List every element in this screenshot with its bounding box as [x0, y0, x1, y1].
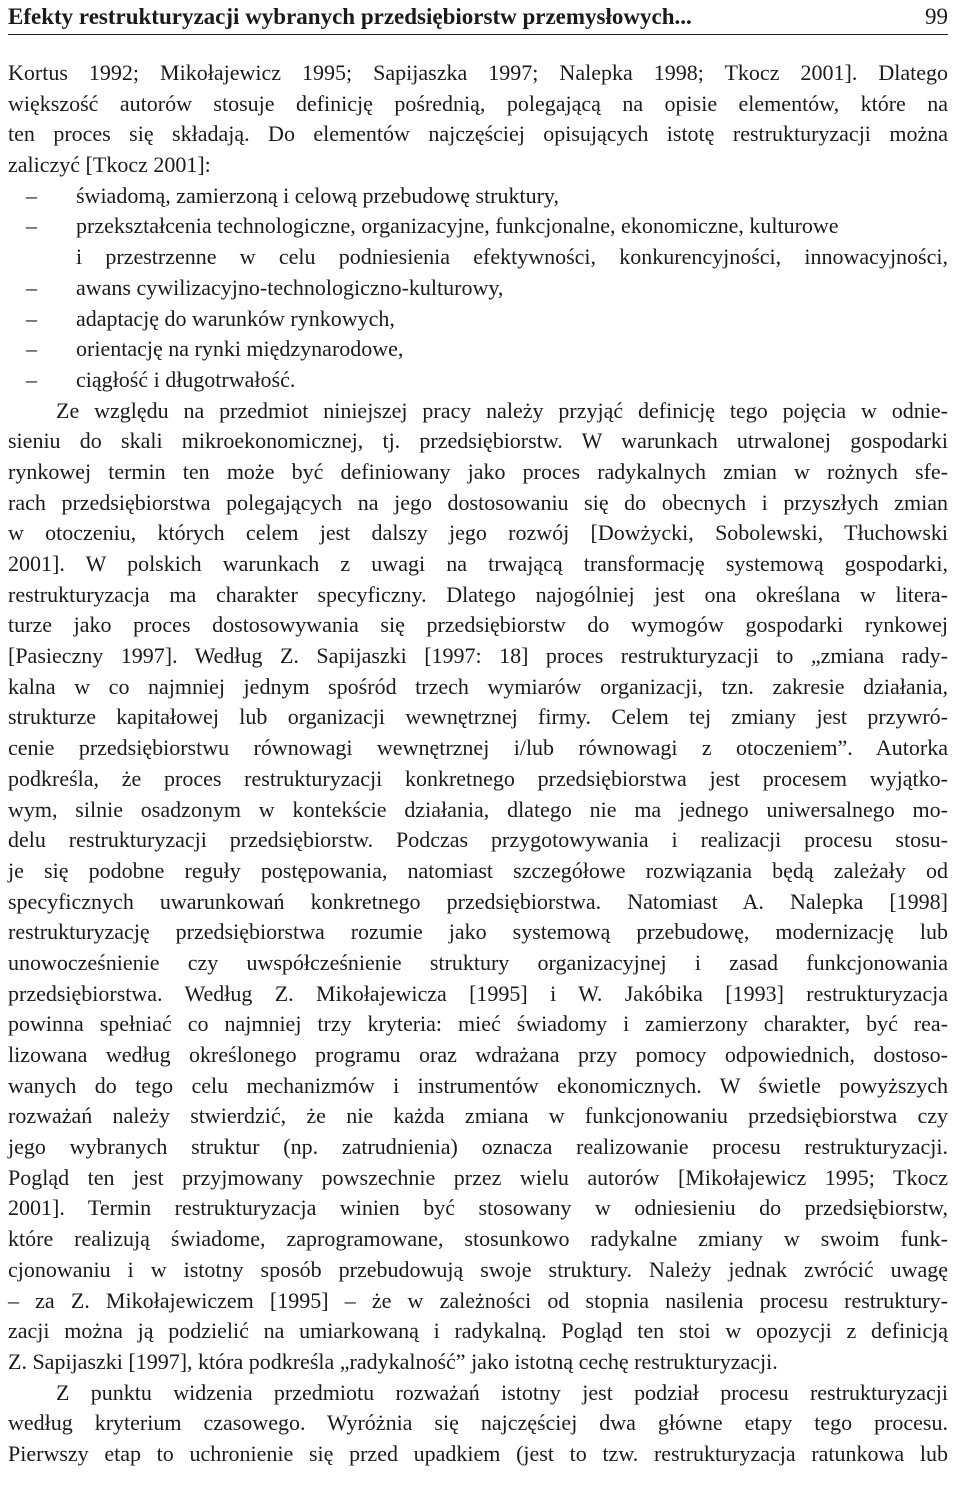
line-text: w otoczeniu, których celem jest dalszy jego rozwój [Dowżycki, Sobolewski, Tłuchowski — [8, 520, 948, 546]
line-text: je się podobne reguły postępowania, natomiast szczegółowe rozwiązania będą zależały od — [8, 857, 948, 883]
line-text: delu restrukturyzacji przedsiębiorstw. Podczas przygotowywania i realizacji procesu stosu- — [8, 827, 948, 853]
line-text: 2001]. W polskich warunkach z uwagi na trwającą transformację systemową gospodarki, — [8, 551, 948, 576]
line-text: adaptację do warunków rynkowych, — [76, 305, 395, 331]
paragraph-first-line — [8, 396, 948, 427]
list-item — [8, 273, 948, 304]
list-dash: – — [26, 336, 37, 362]
text-line — [8, 1101, 948, 1132]
line-text: większość autorów stosuje definicję pośrednią, polegającą na opisie elementów, które na — [8, 90, 948, 116]
line-text: wym, silnie osadzonym w kontekście działania, dlatego nie ma jednego uniwersalnego mo- — [8, 796, 948, 822]
text-line — [8, 1009, 948, 1040]
text-line — [8, 119, 948, 150]
line-text: jego wybranych struktur (np. zatrudnienia) oznacza realizowanie procesu restrukturyzacji. — [8, 1134, 948, 1160]
list-item — [8, 304, 948, 335]
line-text: strukturze kapitałowej lub organizacji wewnętrznej firmy. Celem tej zmiany jest przywró- — [8, 704, 948, 730]
line-text: sieniu do skali mikroekonomicznej, tj. przedsiębiorstw. W warunkach utrwalonej gospodarki — [8, 428, 948, 454]
line-text: Z. Sapijaszki [1997], która podkreśla „radykalność” jako istotną cechę restrukturyzacji. — [8, 1348, 778, 1374]
text-line — [8, 610, 948, 641]
line-text: restrukturyzację przedsiębiorstwa rozumie jako systemową przebudowę, modernizację lub — [8, 919, 948, 945]
text-line — [8, 917, 948, 948]
line-text: powinna spełniać co najmniej trzy kryteria: mieć świadomy i zamierzony charakter, być rea- — [8, 1011, 948, 1037]
text-line — [8, 1255, 948, 1286]
line-text: rozważań należy stwierdzić, że nie każda zmiana w funkcjonowaniu przedsiębiorstwa czy — [8, 1103, 948, 1129]
line-text: przedsiębiorstwa. Według Z. Mikołajewicza [1995] i W. Jakóbika [1993] restrukturyzacja — [8, 980, 948, 1006]
running-header — [8, 0, 948, 35]
text-line — [8, 887, 948, 918]
list-dash: – — [26, 274, 37, 300]
line-text: Pierwszy etap to uchronienie się przed upadkiem (jest to tzw. restrukturyzacja ratunkowa lub — [8, 1440, 948, 1466]
text-line — [8, 1347, 948, 1378]
text-line — [8, 1193, 948, 1224]
text-line — [8, 1286, 948, 1317]
body-text — [8, 58, 948, 1470]
line-text: [Pasieczny 1997]. Według Z. Sapijaszki [1997: 18] proces restrukturyzacji to „zmiana rady- — [8, 643, 948, 669]
list-dash: – — [26, 213, 37, 239]
list-dash: – — [26, 305, 37, 331]
line-text: unowocześnienie czy uwspółcześnienie struktury organizacyjnej i zasad funkcjonowania — [8, 949, 948, 975]
text-line — [8, 825, 948, 856]
list-item — [8, 365, 948, 396]
paragraph-first-line — [8, 1378, 948, 1409]
line-text: rach przedsiębiorstwa polegających na jego dostosowaniu się do obecnych i przyszłych zmian — [8, 489, 948, 515]
list-item — [8, 211, 948, 242]
line-text: kalna w co najmniej jednym spośród trzech wymiarów organizacji, tzn. zakresie działania, — [8, 673, 948, 699]
text-line — [8, 764, 948, 795]
text-line — [8, 426, 948, 457]
text-line — [8, 1132, 948, 1163]
line-text: podkreśla, że proces restrukturyzacji konkretnego przedsiębiorstwa jest procesem wyjątko- — [8, 765, 948, 791]
text-line — [8, 549, 948, 580]
line-text: wanych do tego celu mechanizmów i instrumentów ekonomicznych. W świetle powyższych — [8, 1072, 948, 1098]
text-line — [8, 150, 948, 181]
text-line — [8, 702, 948, 733]
line-text: awans cywilizacyjno-technologiczno-kulturowy, — [76, 274, 504, 300]
line-text: – za Z. Mikołajewiczem [1995] – że w zależności od stopnia nasilenia procesu restruktury- — [8, 1287, 948, 1313]
text-line — [8, 580, 948, 611]
line-text: świadomą, zamierzoną i celową przebudowę struktury, — [76, 182, 560, 208]
text-line — [8, 795, 948, 826]
line-text: Z punktu widzenia przedmiotu rozważań istotny jest podział procesu restrukturyzacji — [56, 1379, 948, 1405]
line-text: turze jako proces dostosowywania się przedsiębiorstw do wymogów gospodarki rynkowej — [8, 612, 948, 638]
text-line — [8, 518, 948, 549]
line-text: i przestrzenne w celu podniesienia efektywności, konkurencyjności, innowacyjności, — [76, 244, 948, 270]
line-text: cenie przedsiębiorstwu równowagi wewnętrznej i/lub równowagi z otoczeniem”. Autorka — [8, 735, 948, 761]
line-text: według kryterium czasowego. Wyróżnia się najczęściej dwa główne etapy tego procesu. — [8, 1410, 948, 1436]
list-item — [8, 334, 948, 365]
text-line — [8, 1040, 948, 1071]
text-line — [8, 488, 948, 519]
text-line — [8, 948, 948, 979]
line-text: lizowana według określonego programu oraz wdrażana przy pomocy odpowiednich, dostoso- — [8, 1042, 948, 1067]
list-item — [8, 181, 948, 212]
text-line — [8, 1439, 948, 1470]
line-text: Pogląd ten jest przyjmowany powszechnie przez wielu autorów [Mikołajewicz 1995; Tkocz — [8, 1164, 948, 1190]
text-line — [8, 1316, 948, 1347]
text-line — [8, 1071, 948, 1102]
text-line — [8, 733, 948, 764]
line-text: 2001]. Termin restrukturyzacja winien być stosowany w odniesieniu do przedsiębiorstw, — [8, 1195, 948, 1221]
text-line — [8, 1224, 948, 1255]
list-item-continuation — [8, 242, 948, 273]
page-number: 99 — [925, 4, 948, 29]
text-line — [8, 641, 948, 672]
line-text: zaliczyć [Tkocz 2001]: — [8, 152, 211, 178]
line-text: specyficznych uwarunkowań konkretnego przedsiębiorstwa. Natomiast A. Nalepka [1998] — [8, 888, 948, 914]
text-line — [8, 979, 948, 1010]
line-text: ten proces się składają. Do elementów najczęściej opisujących istotę restrukturyzacji można — [8, 121, 948, 147]
text-line — [8, 1408, 948, 1439]
running-title: Efekty restrukturyzacji wybranych przedsiębiorstw przemysłowych... — [8, 4, 692, 29]
text-line — [8, 1163, 948, 1194]
line-text: które realizują świadome, zaprogramowane, stosunkowo radykalne zmiany w swoim funk- — [8, 1226, 948, 1252]
text-line — [8, 856, 948, 887]
line-text: orientację na rynki międzynarodowe, — [76, 336, 404, 362]
list-dash: – — [26, 366, 37, 392]
text-line — [8, 672, 948, 703]
line-text: restrukturyzacja ma charakter specyficzny. Dlatego najogólniej jest ona określana w litera- — [8, 581, 948, 607]
text-line — [8, 457, 948, 488]
line-text: przekształcenia technologiczne, organizacyjne, funkcjonalne, ekonomiczne, kulturowe — [76, 213, 839, 239]
text-line — [8, 58, 948, 89]
line-text: ciągłość i długotrwałość. — [76, 366, 296, 392]
text-line — [8, 89, 948, 120]
line-text: Kortus 1992; Mikołajewicz 1995; Sapijaszka 1997; Nalepka 1998; Tkocz 2001]. Dlatego — [8, 60, 948, 85]
line-text: cjonowaniu i w istotny sposób przebudowują swoje struktury. Należy jednak zwrócić uwagę — [8, 1256, 948, 1282]
line-text: Ze względu na przedmiot niniejszej pracy należy przyjąć definicję tego pojęcia w odnie- — [56, 397, 948, 423]
line-text: zacji można ją podzielić na umiarkowaną i radykalną. Pogląd ten stoi w opozycji z definicją — [8, 1318, 948, 1344]
line-text: rynkowej termin ten może być definiowany jako proces radykalnych zmian w rożnych sfe- — [8, 458, 948, 484]
list-dash: – — [26, 182, 37, 208]
